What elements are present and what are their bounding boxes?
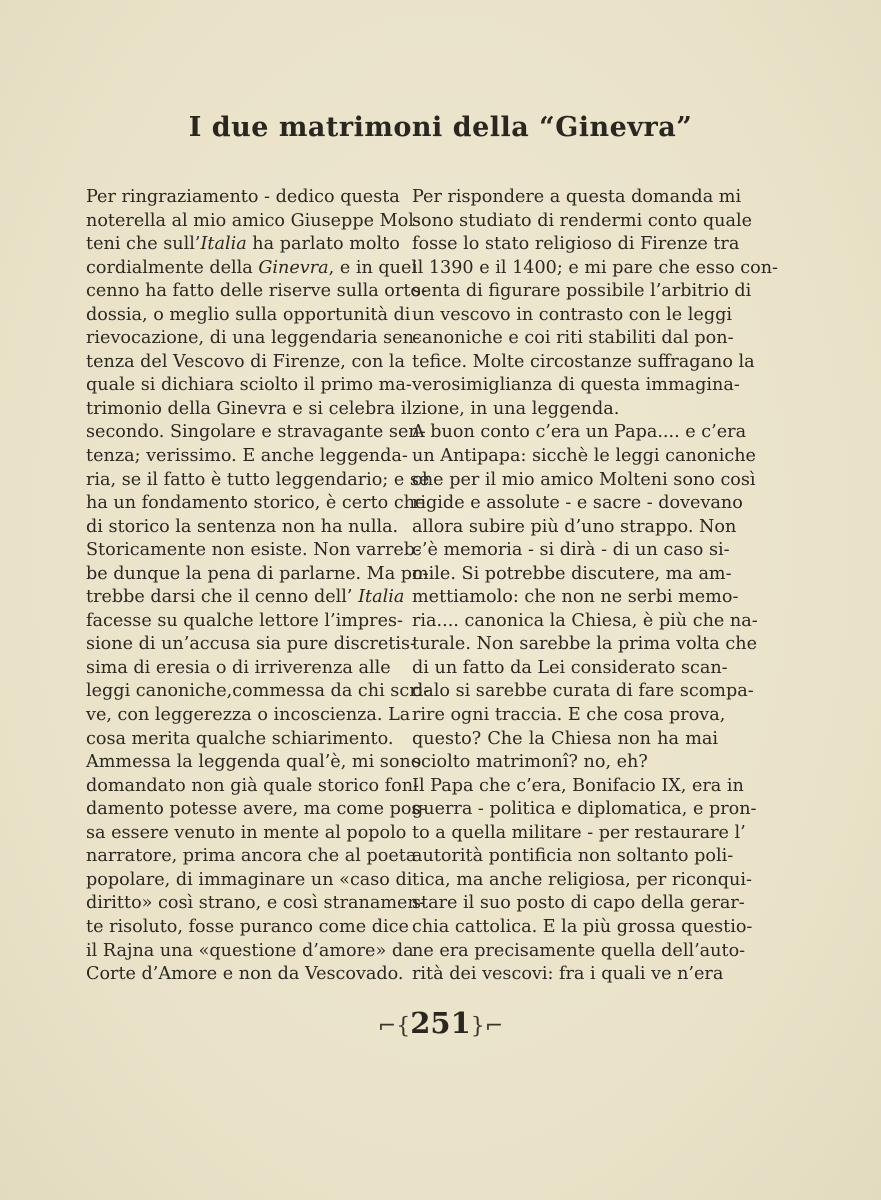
text-line: cosa merita qualche schiarimento. [86, 728, 394, 749]
text-line: un Antipapa: sicchè le leggi canoniche [412, 446, 756, 467]
text-line: verosimiglianza di questa immagina- [412, 375, 740, 396]
text-line: Ammessa la leggenda qual’è, mi sono [86, 752, 422, 773]
text-line: stare il suo posto di capo della gerar- [412, 893, 745, 914]
text-line: dossia, o meglio sulla opportunità di [86, 304, 411, 325]
text-line: che per il mio amico Molteni sono così [412, 469, 756, 490]
text-line: cordialmente della Ginevra, e in quel [86, 257, 418, 278]
text-line: ria, se il fatto è tutto leggendario; e se [86, 469, 430, 490]
text-line: rire ogni traccia. E che cosa prova, [412, 705, 726, 726]
text-line: rigide e assolute - e sacre - dovevano [412, 493, 743, 514]
text-line: ne era precisamente quella dell’auto- [412, 940, 746, 961]
text-line: to a quella militare - per restaurare l’ [412, 822, 746, 843]
text-line: sione di un’accusa sia pure discretis- [86, 634, 416, 655]
text-line: chia cattolica. E la più grossa questio- [412, 916, 753, 937]
text-line: zione, in una leggenda. [412, 398, 620, 419]
text-line: damento potesse avere, ma come pos- [86, 799, 427, 820]
text-line: Storicamente non esiste. Non varreb- [86, 540, 421, 561]
text-line: popolare, di immaginare un «caso di [86, 869, 413, 890]
text-line: narratore, prima ancora che al poeta [86, 846, 417, 867]
chapter-title: I due matrimoni della “Ginevra” [188, 112, 693, 143]
text-line: fosse lo stato religioso di Firenze tra [412, 234, 740, 255]
text-line: di storico la sentenza non ha nulla. [86, 516, 399, 537]
page-number: 251 [410, 1006, 471, 1040]
page-number-folio [0, 1006, 881, 1040]
text-line: turale. Non sarebbe la prima volta che [412, 634, 757, 655]
text-line: Per ringraziamento - dedico questa [86, 187, 400, 207]
text-line: tenza del Vescovo di Firenze, con la [86, 351, 405, 372]
text-line: trebbe darsi che il cenno dell’ Italia [86, 587, 405, 608]
text-line: teni che sull’Italia ha parlato molto [86, 234, 400, 255]
text-line: sono studiato di rendermi conto quale [412, 210, 752, 231]
text-line: facesse su qualche lettore l’impres- [86, 610, 403, 631]
text-line: di un fatto da Lei considerato scan- [412, 657, 728, 678]
text-line: canoniche e coi riti stabiliti dal pon- [412, 328, 734, 349]
text-line: quale si dichiara sciolto il primo ma- [86, 375, 412, 396]
text-line: Corte d’Amore e non da Vescovado. [86, 964, 404, 985]
folio-ornament-left: ⌐{ [377, 1014, 411, 1039]
text-line: Il Papa che c’era, Bonifacio IX, era in [412, 775, 744, 796]
text-line: dalo si sarebbe curata di fare scompa- [412, 681, 754, 702]
left-text-column [86, 186, 430, 987]
text-line: mile. Si potrebbe discutere, ma am- [412, 563, 732, 584]
text-line: allora subire più d’uno strappo. Non [412, 516, 737, 537]
text-line: tica, ma anche religiosa, per riconqui- [412, 869, 752, 890]
text-line: Per rispondere a questa domanda mi [412, 187, 742, 207]
text-line: A buon conto c’era un Papa.... e c’era [412, 422, 747, 443]
text-line: questo? Che la Chiesa non ha mai [412, 728, 718, 749]
text-line: sa essere venuto in mente al popolo [86, 822, 407, 843]
text-line: trimonio della Ginevra e si celebra il [86, 398, 412, 419]
text-line: un vescovo in contrasto con le leggi [412, 304, 732, 325]
text-line: tenza; verissimo. E anche leggenda- [86, 446, 408, 467]
text-line: leggi canoniche,commessa da chi scri- [86, 681, 430, 702]
italic-title: Italia [200, 234, 247, 255]
text-line: mettiamolo: che non ne serbi memo- [412, 587, 739, 608]
text-line: il 1390 e il 1400; e mi pare che esso con- [412, 257, 778, 278]
text-line: senta di figurare possibile l’arbitrio di [412, 281, 752, 302]
italic-title: Italia [358, 587, 405, 608]
text-line: rità dei vescovi: fra i quali ve n’era [412, 964, 724, 985]
text-line: te risoluto, fosse puranco come dice [86, 916, 409, 937]
text-line: tefice. Molte circostanze suffragano la [412, 351, 755, 372]
text-line: domandato non già quale storico fon- [86, 775, 420, 796]
italic-title: Ginevra [258, 257, 329, 278]
text-line: ve, con leggerezza o incoscienza. La [86, 705, 411, 726]
text-line: diritto» così strano, e così stranamen- [86, 893, 425, 914]
text-line: sciolto matrimonî? no, eh? [412, 752, 648, 773]
text-line: c’è memoria - si dirà - di un caso si- [412, 540, 730, 561]
text-line: il Rajna una «questione d’amore» da [86, 940, 414, 961]
text-line: rievocazione, di una leggendaria sen- [86, 328, 420, 349]
text-line: ha un fondamento storico, è certo che [86, 493, 426, 514]
text-line: noterella al mio amico Giuseppe Mol- [86, 210, 420, 231]
text-line: guerra - politica e diplomatica, e pron- [412, 799, 757, 820]
folio-ornament-right: }⌐ [470, 1014, 504, 1039]
text-line: ria.... canonica la Chiesa, è più che na- [412, 610, 758, 631]
text-line: sima di eresia o di irriverenza alle [86, 657, 391, 678]
right-text-column [412, 186, 778, 987]
text-line: secondo. Singolare e stravagante sen- [86, 422, 426, 443]
text-line: autorità pontificia non soltanto poli- [412, 846, 734, 867]
text-line: cenno ha fatto delle riserve sulla orto- [86, 281, 427, 302]
text-line: be dunque la pena di parlarne. Ma po- [86, 563, 429, 584]
